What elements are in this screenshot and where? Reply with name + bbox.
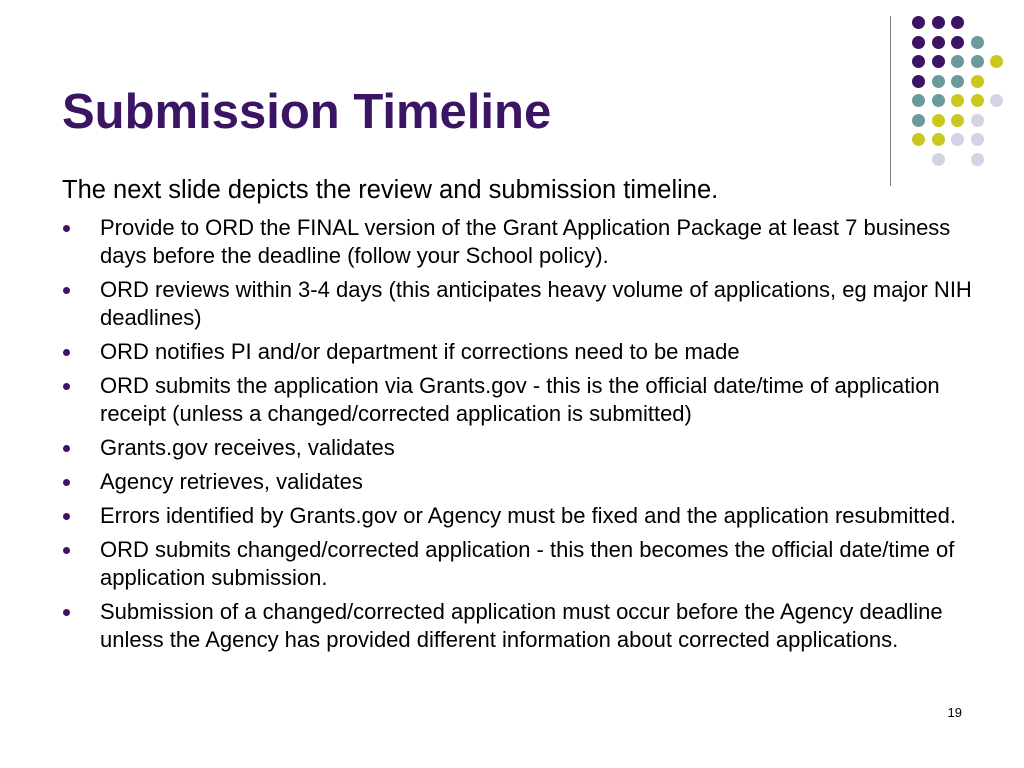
decorative-dot <box>932 114 945 127</box>
decorative-dot <box>971 153 984 166</box>
bullet-text: Errors identified by Grants.gov or Agency must be fixed and the application resubmitted. <box>100 503 957 528</box>
decorative-dot <box>971 36 984 49</box>
intro-text: The next slide depicts the review and submission timeline. <box>62 176 719 204</box>
bullet-text: Grants.gov receives, validates <box>100 435 395 460</box>
bullet-text: Provide to ORD the FINAL version of the Grant Application Package at least 7 business days before the deadline (follow your School policy). <box>100 215 951 268</box>
bullet-text: ORD submits changed/corrected application - this then becomes the official date/time of application submission. <box>100 537 955 590</box>
decorative-dot <box>951 133 964 146</box>
divider-line <box>890 16 891 186</box>
bullet-text: ORD reviews within 3-4 days (this anticipates heavy volume of applications, eg major NIH deadlines) <box>100 277 972 330</box>
decorative-dot <box>932 153 945 166</box>
bullet-text: ORD notifies PI and/or department if corrections need to be made <box>100 339 740 364</box>
decorative-dot <box>951 36 964 49</box>
decorative-dot <box>932 75 945 88</box>
decorative-dot <box>971 114 984 127</box>
decorative-dot <box>912 55 925 68</box>
bullet-list <box>62 214 972 660</box>
decorative-dot <box>971 94 984 107</box>
bullet-text: ORD submits the application via Grants.gov - this is the official date/time of application receipt (unless a changed/corrected application is submitted) <box>100 373 940 426</box>
decorative-dot <box>932 16 945 29</box>
bullet-dot-icon <box>63 609 70 616</box>
page-number: 19 <box>947 705 962 720</box>
decorative-dot <box>912 133 925 146</box>
decorative-dot <box>912 16 925 29</box>
bullet-dot-icon <box>63 287 70 294</box>
decorative-dot <box>971 133 984 146</box>
bullet-item <box>62 276 972 332</box>
bullet-item <box>62 338 972 366</box>
decorative-dot <box>912 75 925 88</box>
bullet-dot-icon <box>63 479 70 486</box>
decorative-dot <box>951 94 964 107</box>
decorative-dot <box>951 16 964 29</box>
bullet-dot-icon <box>63 383 70 390</box>
bullet-item <box>62 502 972 530</box>
slide-title: Submission Timeline <box>62 85 552 139</box>
decorative-dot <box>951 114 964 127</box>
bullet-item <box>62 372 972 428</box>
bullet-text: Agency retrieves, validates <box>100 469 363 494</box>
bullet-item <box>62 536 972 592</box>
decorative-dot <box>932 55 945 68</box>
bullet-item <box>62 434 972 462</box>
bullet-item <box>62 214 972 270</box>
decorative-dot <box>971 75 984 88</box>
bullet-item <box>62 598 972 654</box>
bullet-dot-icon <box>63 349 70 356</box>
decorative-dot <box>951 75 964 88</box>
decorative-dot <box>971 55 984 68</box>
decorative-dot <box>932 94 945 107</box>
bullet-dot-icon <box>63 445 70 452</box>
decorative-dot <box>932 36 945 49</box>
decorative-dot <box>912 114 925 127</box>
decorative-dot <box>912 36 925 49</box>
decorative-dot <box>951 55 964 68</box>
decorative-dot <box>990 94 1003 107</box>
decorative-dot <box>932 133 945 146</box>
decorative-dot <box>912 94 925 107</box>
decorative-dot <box>990 55 1003 68</box>
bullet-text: Submission of a changed/corrected application must occur before the Agency deadline unless the Agency has provided different information about corrected applications. <box>100 599 943 652</box>
bullet-dot-icon <box>63 513 70 520</box>
bullet-dot-icon <box>63 547 70 554</box>
bullet-item <box>62 468 972 496</box>
bullet-dot-icon <box>63 225 70 232</box>
